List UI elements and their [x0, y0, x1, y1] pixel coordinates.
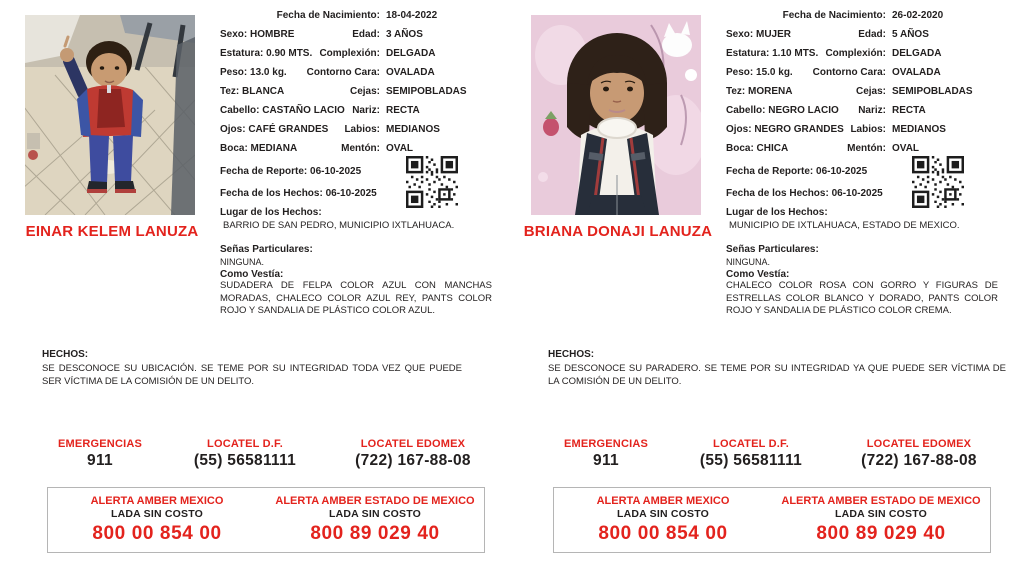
field-left: Tez: MORENA	[726, 86, 793, 97]
amber-title: ALERTA AMBER MEXICO	[596, 495, 730, 507]
hotlines-row	[550, 438, 998, 470]
amber-title: ALERTA AMBER ESTADO DE MEXICO	[781, 495, 981, 507]
hotline-number: 911	[593, 452, 619, 469]
field-left: Boca: CHICA	[726, 143, 789, 154]
amber-mexico-column	[554, 488, 772, 552]
field-value: RECTA	[386, 105, 420, 116]
amber-number: 800 00 854 00	[92, 523, 222, 544]
field-label: Edad:	[352, 29, 380, 40]
field-label: Mentón:	[341, 143, 380, 154]
hotline-number: (55) 56581111	[193, 452, 297, 469]
field-label: Edad:	[858, 29, 886, 40]
amber-subtitle: LADA SIN COSTO	[834, 508, 928, 520]
amber-edomex-column	[266, 488, 484, 552]
field-label: Nariz:	[858, 105, 886, 116]
amber-alert-poster-briana	[520, 0, 1020, 576]
field-label: Contorno Cara:	[812, 67, 886, 78]
hotline-locatel-edomex	[334, 438, 492, 470]
field-value: 18-04-2022	[386, 10, 438, 21]
amber-edomex-column	[772, 488, 990, 552]
field-left: Ojos: NEGRO GRANDES	[726, 124, 844, 135]
qr-code-icon	[406, 156, 458, 208]
place-label: Lugar de los Hechos:	[726, 207, 828, 218]
field-label: Fecha de Nacimiento:	[276, 10, 380, 21]
description-fields	[726, 6, 1018, 342]
field-value: RECTA	[892, 105, 926, 116]
hotline-emergencias	[550, 438, 662, 470]
hotline-locatel-df	[662, 438, 840, 470]
field-left: Tez: BLANCA	[220, 86, 285, 97]
field-label: Cejas:	[349, 86, 380, 97]
marks-value: NINGUNA.	[220, 257, 265, 267]
events-date: Fecha de los Hechos: 06-10-2025	[726, 188, 883, 199]
field-value: OVALADA	[892, 67, 941, 78]
field-left: Sexo: HOMBRE	[220, 29, 295, 40]
report-date: Fecha de Reporte: 06-10-2025	[220, 166, 362, 177]
events-date: Fecha de los Hechos: 06-10-2025	[220, 188, 377, 199]
marks-value: NINGUNA.	[726, 257, 771, 267]
hotline-locatel-edomex	[840, 438, 998, 470]
field-left: Peso: 13.0 kg.	[220, 67, 287, 78]
amber-mexico-column	[48, 488, 266, 552]
field-value: OVAL	[386, 143, 414, 154]
amber-subtitle: LADA SIN COSTO	[110, 508, 204, 520]
field-value: MEDIANOS	[386, 124, 440, 135]
facts-section	[42, 348, 462, 388]
girl-photo-illustration	[531, 15, 701, 215]
field-label: Cejas:	[855, 86, 886, 97]
amber-number: 800 89 029 40	[310, 523, 440, 544]
field-label: Labios:	[850, 124, 886, 135]
marks-label: Señas Particulares:	[220, 244, 313, 255]
field-value: OVAL	[892, 143, 920, 154]
amber-subtitle: LADA SIN COSTO	[328, 508, 422, 520]
field-label: Labios:	[344, 124, 380, 135]
field-left: Estatura: 1.10 MTS.	[726, 48, 819, 59]
hotline-label: EMERGENCIAS	[57, 438, 143, 450]
amber-number: 800 00 854 00	[598, 523, 728, 544]
amber-subtitle: LADA SIN COSTO	[616, 508, 710, 520]
hotline-label: LOCATEL EDOMEX	[866, 438, 972, 450]
amber-hotline-box	[47, 487, 485, 553]
field-value: SEMIPOBLADAS	[892, 86, 973, 97]
amber-number: 800 89 029 40	[816, 523, 946, 544]
field-value: SEMIPOBLADAS	[386, 86, 467, 97]
clothing-label: Como Vestía:	[220, 269, 284, 280]
hotline-locatel-df	[156, 438, 334, 470]
description-fields	[220, 6, 512, 342]
field-label: Fecha de Nacimiento:	[782, 10, 886, 21]
marks-label: Señas Particulares:	[726, 244, 819, 255]
child-photo	[25, 15, 195, 215]
qr-code-icon	[912, 156, 964, 208]
clothing-value: SUDADERA DE FELPA COLOR AZUL CON MANCHAS MORADAS, CHALECO COLOR AZUL REY, PANTS COLOR ROJO Y SANDALIA DE PLÁSTICO COLOR AZUL.	[220, 280, 492, 316]
facts-value: SE DESCONOCE SU UBICACIÓN. SE TEME POR SU INTEGRIDAD TODA VEZ QUE PUEDE SER VÍCTIMA DE LA COMISIÓN DE UN DELITO.	[42, 363, 462, 387]
child-name: EINAR KELEM LANUZA	[25, 223, 199, 240]
hotline-number: (722) 167-88-08	[355, 452, 471, 469]
child-photo	[531, 15, 701, 215]
field-left: Peso: 15.0 kg.	[726, 67, 793, 78]
hotline-label: LOCATEL D.F.	[207, 438, 283, 450]
facts-section	[548, 348, 1006, 388]
hotline-label: EMERGENCIAS	[563, 438, 649, 450]
hotline-number: (55) 56581111	[699, 452, 803, 469]
field-left: Boca: MEDIANA	[220, 143, 298, 154]
field-label: Complexión:	[319, 48, 380, 59]
field-value: MEDIANOS	[892, 124, 946, 135]
place-value: MUNICIPIO DE IXTLAHUACA, ESTADO DE MEXICO.	[729, 220, 960, 231]
report-date: Fecha de Reporte: 06-10-2025	[726, 166, 868, 177]
hotline-label: LOCATEL D.F.	[713, 438, 789, 450]
clothing-value: CHALECO COLOR ROSA CON GORRO Y FIGURAS DE ESTRELLAS COLOR BLANCO Y DORADO, PANTS COLOR ROJO Y SANDALIA DE PLÁSTICO COLOR CREMA.	[726, 280, 998, 316]
field-value: 26-02-2020	[892, 10, 944, 21]
amber-title: ALERTA AMBER ESTADO DE MEXICO	[275, 495, 475, 507]
place-value: BARRIO DE SAN PEDRO, MUNICIPIO IXTLAHUACA.	[223, 220, 455, 231]
place-label: Lugar de los Hechos:	[220, 207, 322, 218]
field-left: Cabello: CASTAÑO LACIO	[220, 105, 345, 116]
field-left: Ojos: CAFÉ GRANDES	[220, 124, 329, 135]
field-left: Cabello: NEGRO LACIO	[726, 105, 839, 116]
field-value: 5 AÑOS	[892, 29, 929, 40]
field-label: Contorno Cara:	[306, 67, 380, 78]
facts-value: SE DESCONOCE SU PARADERO. SE TEME POR SU INTEGRIDAD YA QUE PUEDE SER VÍCTIMA DE LA COMISIÓN DE UN DELITO.	[548, 363, 1006, 387]
field-label: Mentón:	[847, 143, 886, 154]
hotline-emergencias	[44, 438, 156, 470]
boy-photo-illustration	[25, 15, 195, 215]
field-value: DELGADA	[386, 48, 436, 59]
facts-label: HECHOS:	[548, 349, 595, 360]
facts-label: HECHOS:	[42, 349, 89, 360]
field-left: Estatura: 0.90 MTS.	[220, 48, 313, 59]
clothing-label: Como Vestía:	[726, 269, 790, 280]
field-label: Complexión:	[825, 48, 886, 59]
amber-hotline-box	[553, 487, 991, 553]
hotline-number: (722) 167-88-08	[861, 452, 977, 469]
field-value: OVALADA	[386, 67, 435, 78]
amber-alert-poster-einar	[14, 0, 514, 576]
field-left: Sexo: MUJER	[726, 29, 792, 40]
hotline-number: 911	[87, 452, 113, 469]
hotline-label: LOCATEL EDOMEX	[360, 438, 466, 450]
hotlines-row	[44, 438, 492, 470]
field-value: 3 AÑOS	[386, 29, 423, 40]
field-label: Nariz:	[352, 105, 380, 116]
field-value: DELGADA	[892, 48, 942, 59]
amber-title: ALERTA AMBER MEXICO	[90, 495, 224, 507]
child-name: BRIANA DONAJI LANUZA	[523, 223, 713, 240]
